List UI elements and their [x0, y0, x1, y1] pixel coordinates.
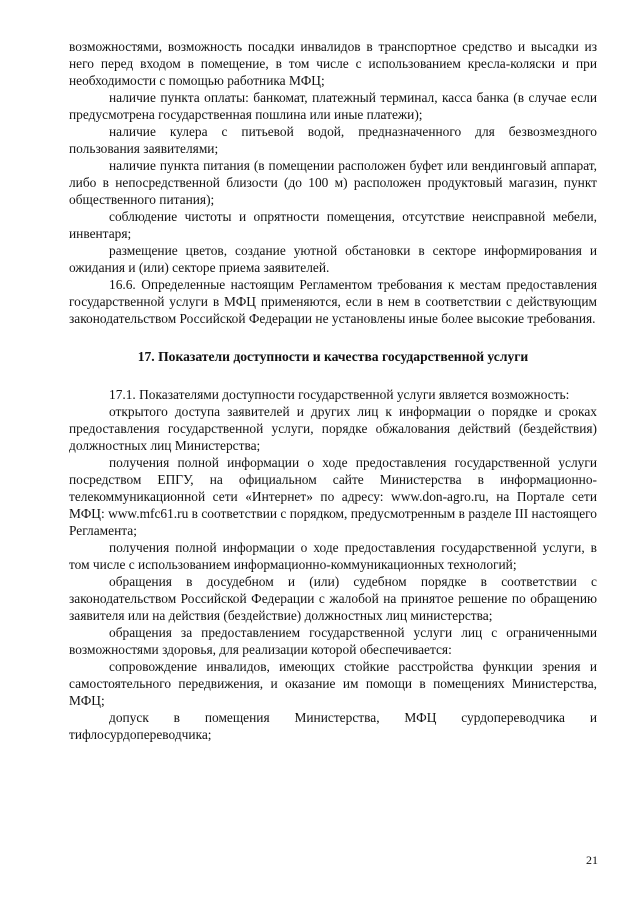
paragraph: размещение цветов, создание уютной обстановки в секторе информирования и ожидания и (или) секторе приема заявителей. [69, 243, 597, 275]
paragraph: 17.1. Показателями доступности государственной услуги является возможность: [109, 387, 570, 402]
paragraph: наличие кулера с питьевой водой, предназначенного для безвозмездного пользования заявителями; [69, 124, 597, 156]
paragraph: получения полной информации о ходе предоставления государственной услуги посредством ЕПГУ, на официальном сайте Министерства в информационно-телекоммуникационной сети «Интернет» по адресу: www.don-agro.ru, на Портале сети МФЦ: www.mfc61.ru в соответствии с порядком, предусмотренным в разделе III настоящего Регламента; [69, 455, 597, 538]
paragraph: обращения за предоставлением государственной услуги лиц с ограниченными возможностями здоровья, для реализации которой обеспечивается: [69, 625, 597, 657]
paragraph: получения полной информации о ходе предоставления государственной услуги, в том числе с использованием информационно-коммуникационных технологий; [69, 540, 597, 572]
paragraph: соблюдение чистоты и опрятности помещения, отсутствие неисправной мебели, инвентаря; [69, 209, 597, 241]
paragraph: сопровождение инвалидов, имеющих стойкие расстройства функции зрения и самостоятельного передвижения, и оказание им помощи в помещениях Министерства, МФЦ; [69, 659, 597, 708]
paragraph: наличие пункта оплаты: банкомат, платежный терминал, касса банка (в случае если предусмотрена государственная пошлина или иные платежи); [69, 90, 597, 122]
paragraph: возможностями, возможность посадки инвалидов в транспортное средство и высадки из него перед входом в помещение, в том числе с использованием кресла-коляски и при необходимости с помощью работника МФЦ; [69, 39, 597, 88]
paragraphs-before-heading [69, 38, 597, 327]
paragraph: 16.6. Определенные настоящим Регламентом требования к местам предоставления государственной услуги в МФЦ применяются, если в нем в соответствии с действующим законодательством Российской Федерации не установлены иные более высокие требования. [69, 277, 597, 326]
paragraph: допуск в помещения Министерства, МФЦ сурдопереводчика и тифлосурдопереводчика; [69, 710, 597, 742]
page-content [69, 38, 597, 743]
paragraph: наличие пункта питания (в помещении расположен буфет или вендинговый аппарат, либо в непосредственной близости (до 100 м) расположен продуктовый магазин, пункт общественного питания); [69, 158, 597, 207]
paragraphs-after-heading [69, 386, 597, 743]
page-number: 21 [586, 853, 598, 867]
section-heading: 17. Показатели доступности и качества государственной услуги [137, 349, 529, 364]
paragraph: обращения в досудебном и (или) судебном порядке в соответствии с законодательством Российской Федерации с жалобой на принятое решение по обращению заявителя или на действия (бездействие) должностных лиц министерства; [69, 574, 597, 623]
paragraph: открытого доступа заявителей и других лиц к информации о порядке и сроках предоставления государственной услуги, порядке обжалования действий (бездействия) должностных лиц Министерства; [69, 404, 597, 453]
